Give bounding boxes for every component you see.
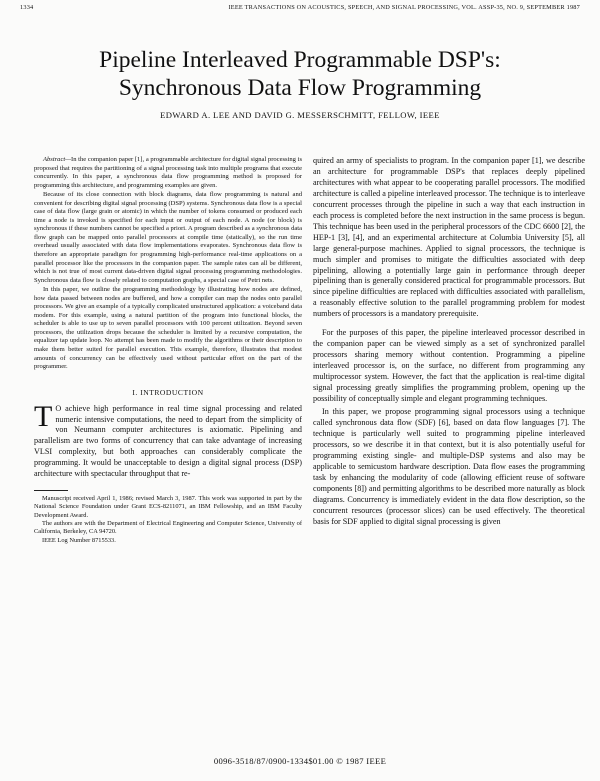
section-heading: I. INTRODUCTION [132, 387, 204, 397]
author-line: EDWARD A. LEE AND DAVID G. MESSERSCHMITT, FELLOW, IEEE [160, 110, 440, 120]
intro-text: O achieve high performance in real time signal processing and related numeric intensive computations, the need to depart from the simplicity of von Neumann computer architectures is axiomatic. Pipelining and parallelism are two forms of concurrency that can take advantage of increasing VLSI complexity, but both approaches can considerably complicate the programming. It would be unacceptable to design a digital signal process (DSP) architecture with spectacular throughput that re- [34, 403, 302, 479]
abstract-lead: Abstract— [43, 156, 72, 163]
page-number: 1334 [20, 4, 34, 11]
footnote-log-number: IEEE Log Number 8715533. [42, 536, 116, 544]
abstract-paragraph-1 [34, 156, 302, 190]
abstract [34, 156, 302, 372]
footnote-affiliation: The authors are with the Department of Electrical Engineering and Computer Science, University of California, Berkeley, CA 94720. [34, 519, 302, 536]
right-column [313, 156, 585, 529]
footnote-divider [34, 490, 68, 491]
body-paragraph-1: quired an army of specialists to program. In the companion paper [1], we describe an architecture for programmable DSP's that replaces deeply pipelined architectures with what appear to be cooperating parallel processors. The modified architecture is called a pipeline interleaved processor. The technique is to interleave concurrent processes through the pipeline in such a way that each instruction in each process is completed before the next instruction in the same process is begun. This technique has been used in the peripheral processors of the CDC 6600 [2], the HEP-1 [3], [4], and an experimental architecture at Columbia University [5], all large general-purpose machines. Applied to signal processors, the technique is much simpler and promises to mitigate the difficulties associated with deep pipelining, allowing a potentially large gain in performance through deeper pipelining than is generally considered practical for programmable processors. But since pipeline difficulties are replaced with difficulties associated with parallelism, a reasonably effective solution to the parallel programming problem for modest numbers of processors is a mandatory prerequisite. [313, 156, 585, 319]
intro-paragraph [34, 399, 302, 480]
body-paragraph-3: In this paper, we propose programming signal processors using a technique called synchronous data flow (SDF) [6], based on data flow languages [7]. The technique is particularly well suited to programming pipeline interleaved processors, so we describe it in that context, but it is also potentially useful for programming existing single- and multiple-DSP systems and also may be applicable to semicustom hardware description. Data flow eases the programming task by enhancing the modularity of code (allowing efficient reuse of software components [8]) and permitting algorithms to be described more naturally as block diagrams. Concurrency is immediately evident in the data flow description, so the concurrent resources (processor slices) can be used effectively. The theoretical basis for SDF applied to digital signal processing is given [313, 406, 585, 526]
title-line-2: Synchronous Data Flow Programming [118, 75, 482, 101]
running-header [20, 4, 580, 16]
body-paragraph-2: For the purposes of this paper, the pipeline interleaved processor described in the companion paper can be viewed simply as a set of synchronized parallel processors sharing memory without contention. Programming a pipeline interleaved processor is, on the surface, no different from programming any multiprocessor system. However, the fact that the application is real-time digital signal processing greatly simplifies the programming problem, opening up the possibility of conceptually simple and elegant programming techniques. [313, 328, 585, 404]
introduction [34, 399, 302, 480]
footnote-manuscript: Manuscript received April 1, 1986; revised March 3, 1987. This work was supported in part by the National Science Foundation under Grant ECS-8211071, an IBM Fellowship, and an IBM Faculty Development Award. [34, 495, 302, 519]
left-column [34, 156, 302, 545]
footnotes [34, 495, 302, 545]
abstract-text-1: In the companion paper [1], a programmable architecture for digital signal processing is proposed that requires the partitioning of a signal processing task into multiple programs that execute concurrently. In this paper, a synchronous data flow programming method is proposed for programming this architecture, and programming examples are given. [34, 156, 302, 189]
abstract-paragraph-3: In this paper, we outline the programming methodology by illustrating how nodes are defined, how data passed between nodes are buffered, and how a compiler can map the nodes onto parallel processors. We give an example of a typically complicated unstructured application: a voiceband data modem. For this example, using a natural partition of the program into functional blocks, the scheduler is able to use up to seven parallel processors with 100 percent utilization. Beyond seven processors, the utilization drops because the scheduler is limited by a recursive computation, the equalizer tap update loop. No attempt has been made to modify the algorithms or their description to make them better suited for parallel execution. This example, therefore, illustrates that modest amounts of concurrency can be effectively used without particular effort on the part of the programmer. [34, 286, 302, 371]
copyright-footer: 0096-3518/87/0900-1334$01.00 © 1987 IEEE [213, 756, 387, 766]
paper-title [20, 46, 580, 102]
abstract-paragraph-2: Because of its close connection with block diagrams, data flow programming is natural and convenient for describing digital signal processing (DSP) systems. Synchronous data flow is a special case of data flow (large grain or atomic) in which the number of tokens consumed or produced each time a node is invoked is specified for each input or output of each node. A node (or block) is synchronous if these numbers cannot be specified a priori. A program described as a synchronous data flow graph can be mapped onto parallel processors at compile time (statically), so the run time overhead usually associated with data flow implementations evaporates. Synchronous data flow is therefore an appropriate paradigm for programming high-performance real-time applications on a parallel processor like the processors in the companion paper. The sample rates can all be different, which is not true of most current data-driven digital signal processing programming methodologies. Synchronous data flow is closely related to computation graphs, a special case of Petri nets. [34, 191, 302, 284]
running-title: IEEE TRANSACTIONS ON ACOUSTICS, SPEECH, AND SIGNAL PROCESSING, VOL. ASSP-35, NO. 9, SEPTEMBER 1987 [228, 4, 580, 11]
drop-cap: T [34, 399, 53, 433]
title-line-1: Pipeline Interleaved Programmable DSP's: [99, 47, 501, 73]
